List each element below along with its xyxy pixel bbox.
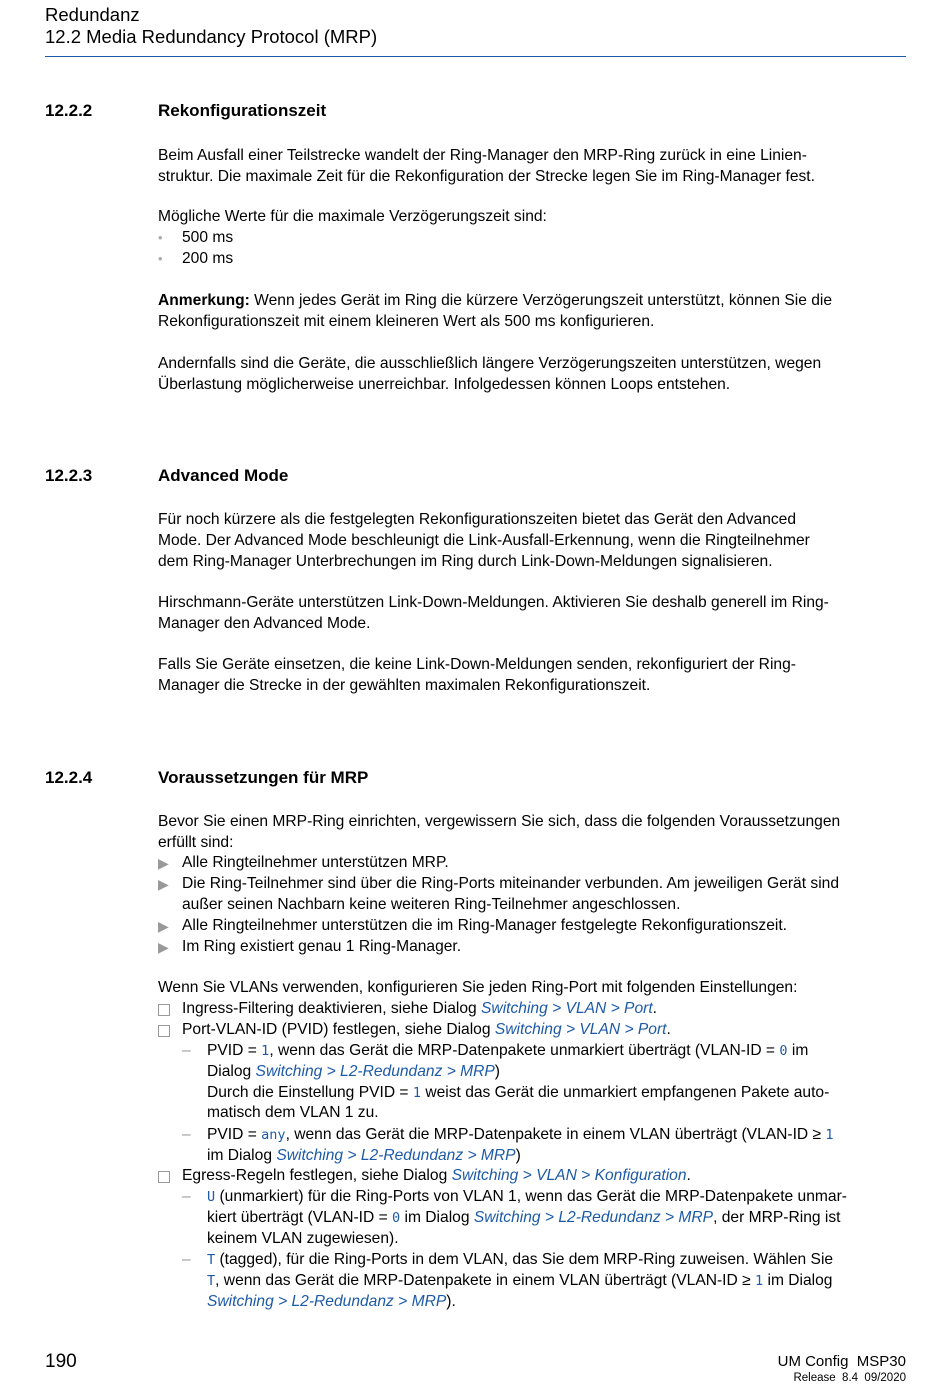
list-item-text: [207, 1187, 910, 1249]
list-item-text: [207, 1041, 910, 1124]
text-line: außer seinen Nachbarn keine weiteren Ring-Teilnehmer angeschlossen.: [182, 895, 681, 913]
triangle-bullet-icon: ▶: [158, 918, 169, 934]
text-line: Mode. Der Advanced Mode beschleunigt die Link-Ausfall-Erkennung, wenn die Ringteilnehmer: [158, 531, 810, 549]
text: Port-VLAN-ID (PVID) festlegen, siehe Dialog: [182, 1021, 495, 1038]
code-value: T: [207, 1252, 216, 1268]
section-title: Advanced Mode: [158, 466, 289, 485]
dash-bullet-icon: –: [182, 1126, 191, 1143]
sub-list-item: [182, 1250, 910, 1312]
text-line: Die Ring-Teilnehmer sind über die Ring-Ports miteinander verbunden. Am jeweiligen Gerät sind: [182, 875, 839, 892]
dialog-link: Switching > L2-Redundanz > MRP: [207, 1292, 447, 1310]
triangle-bullet-icon: ▶: [158, 876, 169, 892]
text: ): [494, 1062, 500, 1080]
list-item: [158, 853, 910, 874]
text: im Dialog: [763, 1271, 833, 1289]
section-number: 12.2.4: [45, 768, 93, 787]
code-value: 0: [392, 1209, 401, 1226]
note-label: Anmerkung:: [158, 292, 250, 309]
section-title: Voraussetzungen für MRP: [158, 768, 369, 787]
list-item-text: Ingress-Filtering deaktivieren, siehe Dialog Switching > VLAN > Port.: [182, 1000, 657, 1017]
code-value: U: [207, 1189, 216, 1205]
document-title: UM Config MSP30: [777, 1353, 906, 1370]
note: [158, 291, 910, 333]
code-value: 1: [825, 1127, 834, 1143]
text-line: dem Ring-Manager Unterbrechungen im Ring durch Link-Down-Meldungen signalisieren.: [158, 552, 773, 570]
paragraph: Wenn Sie VLANs verwenden, konfigurieren Sie jeden Ring-Port mit folgenden Einstellungen:: [158, 979, 798, 996]
text: weist das Gerät die unmarkiert empfangenen Pakete auto-: [421, 1083, 830, 1101]
paragraph: [158, 812, 910, 854]
text-line: Rekonfigurationszeit mit einem kleineren Wert als 500 ms konfigurieren.: [158, 312, 655, 330]
checkbox-icon: [158, 1025, 170, 1037]
section-title: Rekonfigurationszeit: [158, 101, 327, 120]
list-item-text: [207, 1250, 910, 1312]
paragraph: [158, 146, 910, 188]
dialog-link: Switching > L2-Redundanz > MRP: [276, 1146, 516, 1164]
list-item-text: [182, 874, 910, 916]
list-item: [158, 249, 910, 270]
running-header: [45, 4, 377, 48]
list-item: [158, 937, 910, 958]
section-number: 12.2.3: [45, 466, 93, 485]
dialog-link: Switching > VLAN > Konfiguration: [451, 1167, 687, 1184]
text-line: Manager den Advanced Mode.: [158, 614, 371, 632]
list-item: [158, 916, 910, 937]
text: , wenn das Gerät die MRP-Datenpakete unmarkiert überträgt (VLAN-ID =: [269, 1042, 780, 1059]
text: im Dialog: [400, 1208, 474, 1226]
text: im Dialog: [207, 1146, 277, 1164]
code-value: any: [261, 1127, 286, 1143]
text: , der MRP-Ring ist: [713, 1208, 841, 1226]
text: PVID =: [207, 1126, 262, 1143]
text-line: Falls Sie Geräte einsetzen, die keine Link-Down-Meldungen senden, rekonfiguriert der Ring-: [158, 656, 796, 673]
dialog-link: Switching > VLAN > Port: [494, 1021, 667, 1038]
paragraph: [158, 354, 910, 396]
list-item-text: Egress-Regeln festlegen, siehe Dialog Switching > VLAN > Konfiguration.: [182, 1167, 691, 1184]
text: , wenn das Gerät die MRP-Datenpakete in einem VLAN überträgt (VLAN-ID ≥: [285, 1126, 826, 1143]
checklist-item: [158, 999, 910, 1020]
list-item-text: [207, 1125, 910, 1167]
section-number: 12.2.2: [45, 101, 93, 120]
text-line: Für noch kürzere als die festgelegten Rekonfigurationszeiten bietet das Gerät den Advanced: [158, 511, 797, 528]
paragraph: [158, 655, 910, 697]
text-line: Manager die Strecke in der gewählten maximalen Rekonfigurationszeit.: [158, 676, 651, 694]
text: (tagged), für die Ring-Ports in dem VLAN, das Sie dem MRP-Ring zuweisen. Wählen Sie: [215, 1251, 834, 1268]
text-line: Überlastung möglicherweise unerreichbar. Infolgedessen können Loops entstehen.: [158, 375, 731, 393]
list-item-text: 500 ms: [182, 229, 234, 246]
code-value: 1: [261, 1043, 270, 1059]
text: (unmarkiert) für die Ring-Ports von VLAN 1, wenn das Gerät die MRP-Datenpakete unmar-: [215, 1188, 847, 1205]
dialog-link: Switching > L2-Redundanz > MRP: [255, 1062, 495, 1080]
text: Durch die Einstellung PVID =: [207, 1083, 413, 1101]
text-line: Beim Ausfall einer Teilstrecke wandelt der Ring-Manager den MRP-Ring zurück in eine Linien-: [158, 147, 807, 164]
bullet-icon: •: [158, 230, 163, 245]
text: ): [515, 1146, 521, 1164]
dialog-link: Switching > L2-Redundanz > MRP: [473, 1208, 714, 1226]
text-line: Bevor Sie einen MRP-Ring einrichten, vergewissern Sie sich, dass die folgenden Voraussetzungen: [158, 813, 841, 830]
text: keinem VLAN zugewiesen).: [207, 1229, 399, 1247]
header-chapter: Redundanz: [45, 4, 140, 25]
paragraph: [158, 593, 910, 635]
dash-bullet-icon: –: [182, 1188, 191, 1205]
code-value: 0: [779, 1043, 788, 1059]
text: PVID =: [207, 1042, 262, 1059]
text-line: Andernfalls sind die Geräte, die ausschließlich längere Verzögerungszeiten unterstützen, wegen: [158, 355, 822, 372]
paragraph: [158, 510, 910, 572]
text-line: Wenn jedes Gerät im Ring die kürzere Verzögerungszeit unterstützt, können Sie die: [249, 292, 833, 309]
text: Egress-Regeln festlegen, siehe Dialog: [182, 1167, 452, 1184]
list-item-text: Im Ring existiert genau 1 Ring-Manager.: [182, 938, 462, 955]
sub-list-item: [182, 1187, 910, 1249]
bullet-icon: •: [158, 251, 163, 266]
checkbox-icon: [158, 1004, 170, 1016]
checklist-item: [158, 1020, 910, 1041]
triangle-bullet-icon: ▶: [158, 939, 169, 955]
text: Ingress-Filtering deaktivieren, siehe Dialog: [182, 1000, 482, 1017]
page-number: 190: [45, 1351, 77, 1372]
list-item-text: Port-VLAN-ID (PVID) festlegen, siehe Dialog Switching > VLAN > Port.: [182, 1021, 671, 1038]
list-item-text: Alle Ringteilnehmer unterstützen die im Ring-Manager festgelegte Rekonfigurationszeit.: [182, 917, 788, 934]
list-item-text: Alle Ringteilnehmer unterstützen MRP.: [182, 854, 449, 871]
text-line: Hirschmann-Geräte unterstützen Link-Down-Meldungen. Aktivieren Sie deshalb generell im Ring-: [158, 594, 829, 611]
text: ).: [446, 1292, 456, 1310]
paragraph: Mögliche Werte für die maximale Verzögerungszeit sind:: [158, 208, 547, 225]
text: im: [787, 1042, 809, 1059]
checklist-item: [158, 1166, 910, 1187]
checkbox-icon: [158, 1171, 170, 1183]
list-item: [158, 228, 910, 249]
list-item: [158, 874, 910, 916]
text: , wenn das Gerät die MRP-Datenpakete in einem VLAN überträgt (VLAN-ID ≥: [215, 1271, 755, 1289]
text: matisch dem VLAN 1 zu.: [207, 1104, 379, 1122]
header-section: 12.2 Media Redundancy Protocol (MRP): [45, 26, 378, 47]
dash-bullet-icon: –: [182, 1251, 191, 1268]
code-value: T: [207, 1272, 216, 1289]
text-line: erfüllt sind:: [158, 833, 234, 851]
text-line: struktur. Die maximale Zeit für die Rekonfiguration der Strecke legen Sie im Ring-Manager fest.: [158, 167, 815, 185]
triangle-bullet-icon: ▶: [158, 855, 169, 871]
text: kiert überträgt (VLAN-ID =: [207, 1208, 393, 1226]
list-item-text: 200 ms: [182, 250, 234, 267]
release-info: Release 8.4 09/2020: [793, 1372, 906, 1384]
dialog-link: Switching > VLAN > Port: [481, 1000, 653, 1017]
sub-list-item: [182, 1041, 910, 1124]
code-value: 1: [755, 1272, 764, 1289]
dash-bullet-icon: –: [182, 1042, 191, 1059]
text: Dialog: [207, 1062, 256, 1080]
sub-list-item: [182, 1125, 910, 1167]
code-value: 1: [412, 1084, 421, 1101]
header-rule: [45, 56, 906, 57]
